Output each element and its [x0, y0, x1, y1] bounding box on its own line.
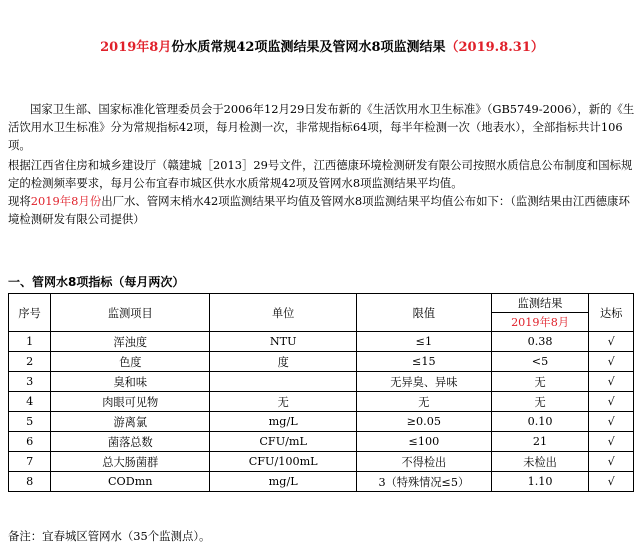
cell-no: 5 [9, 412, 51, 432]
cell-item: 游离氯 [51, 412, 210, 432]
table-row [9, 432, 634, 452]
cell-unit: CFU/mL [210, 432, 357, 452]
header-no: 序号 [9, 294, 51, 332]
document-title [0, 36, 644, 55]
cell-unit: 无 [210, 392, 357, 412]
cell-limit: 不得检出 [357, 452, 492, 472]
cell-limit: 无异臭、异味 [357, 372, 492, 392]
header-ok: 达标 [589, 294, 634, 332]
header-result-month: 2019年8月 [491, 313, 589, 332]
header-item: 监测项目 [51, 294, 210, 332]
cell-no: 8 [9, 472, 51, 492]
cell-result: 0.38 [491, 332, 589, 352]
section-heading: 一、管网水8项指标（每月两次） [8, 275, 185, 289]
title-main: 份水质常规42项监测结果及管网水8项监测结果 [171, 40, 446, 55]
cell-result: <5 [491, 352, 589, 372]
cell-ok: √ [589, 392, 634, 412]
cell-result: 未检出 [491, 452, 589, 472]
table-row [9, 392, 634, 412]
header-unit: 单位 [210, 294, 357, 332]
cell-item: 菌落总数 [51, 432, 210, 452]
cell-no: 3 [9, 372, 51, 392]
cell-limit: ≤15 [357, 352, 492, 372]
cell-result: 21 [491, 432, 589, 452]
cell-no: 4 [9, 392, 51, 412]
cell-unit [210, 372, 357, 392]
cell-item: 色度 [51, 352, 210, 372]
table-header-row [9, 294, 634, 313]
cell-item: 浑浊度 [51, 332, 210, 352]
cell-result: 1.10 [491, 472, 589, 492]
cell-result: 无 [491, 392, 589, 412]
para3-rest: 出厂水、管网末梢水42项监测结果平均值及管网水8项监测结果平均值公布如下：（监测结果由江西德康环境检测研发有限公司提供） [8, 194, 630, 226]
title-date: （2019.8.31） [445, 40, 544, 55]
table-row [9, 452, 634, 472]
cell-unit: mg/L [210, 412, 357, 432]
header-result: 监测结果 [491, 294, 589, 313]
cell-no: 2 [9, 352, 51, 372]
cell-unit: 度 [210, 352, 357, 372]
cell-result: 无 [491, 372, 589, 392]
table-row [9, 332, 634, 352]
para3-lead: 现将 [8, 194, 31, 208]
cell-unit: NTU [210, 332, 357, 352]
cell-limit: ≤1 [357, 332, 492, 352]
title-month: 2019年8月 [100, 40, 172, 55]
table-row [9, 352, 634, 372]
cell-limit: ≤100 [357, 432, 492, 452]
cell-ok: √ [589, 432, 634, 452]
cell-ok: √ [589, 372, 634, 392]
table-row [9, 372, 634, 392]
para3-month: 2019年8月份 [30, 194, 102, 208]
cell-item: CODmn [51, 472, 210, 492]
cell-limit: 无 [357, 392, 492, 412]
cell-ok: √ [589, 452, 634, 472]
cell-no: 1 [9, 332, 51, 352]
cell-ok: √ [589, 472, 634, 492]
cell-limit: 3（特殊情况≤5） [357, 472, 492, 492]
cell-ok: √ [589, 332, 634, 352]
table-row [9, 412, 634, 432]
intro-paragraph-3 [8, 192, 636, 228]
cell-item: 臭和味 [51, 372, 210, 392]
cell-ok: √ [589, 412, 634, 432]
cell-unit: CFU/100mL [210, 452, 357, 472]
cell-item: 肉眼可见物 [51, 392, 210, 412]
monitoring-table [8, 293, 634, 492]
cell-result: 0.10 [491, 412, 589, 432]
cell-ok: √ [589, 352, 634, 372]
table-row [9, 472, 634, 492]
cell-limit: ≥0.05 [357, 412, 492, 432]
footnote: 备注：宜春城区管网水（35个监测点）。 [8, 529, 211, 543]
intro-paragraph-1: 国家卫生部、国家标准化管理委员会于2006年12月29日发布新的《生活饮用水卫生标准》（GB5749-2006），新的《生活饮用水卫生标准》分为常规指标42项，每月检测一次，非常规指标64项，每半年检测一次（地表水），全部指标共计106项。 [8, 102, 635, 152]
cell-no: 6 [9, 432, 51, 452]
cell-unit: mg/L [210, 472, 357, 492]
cell-no: 7 [9, 452, 51, 472]
intro-paragraph-2: 根据江西省住房和城乡建设厅（赣建城［2013］29号文件，江西德康环境检测研发有限公司按照水质信息公布制度和国标规定的检测频率要求，每月公布宜春市城区供水水质常规42项及管网水8项监测结果平均值。 [8, 158, 633, 190]
cell-item: 总大肠菌群 [51, 452, 210, 472]
header-limit: 限值 [357, 294, 492, 332]
